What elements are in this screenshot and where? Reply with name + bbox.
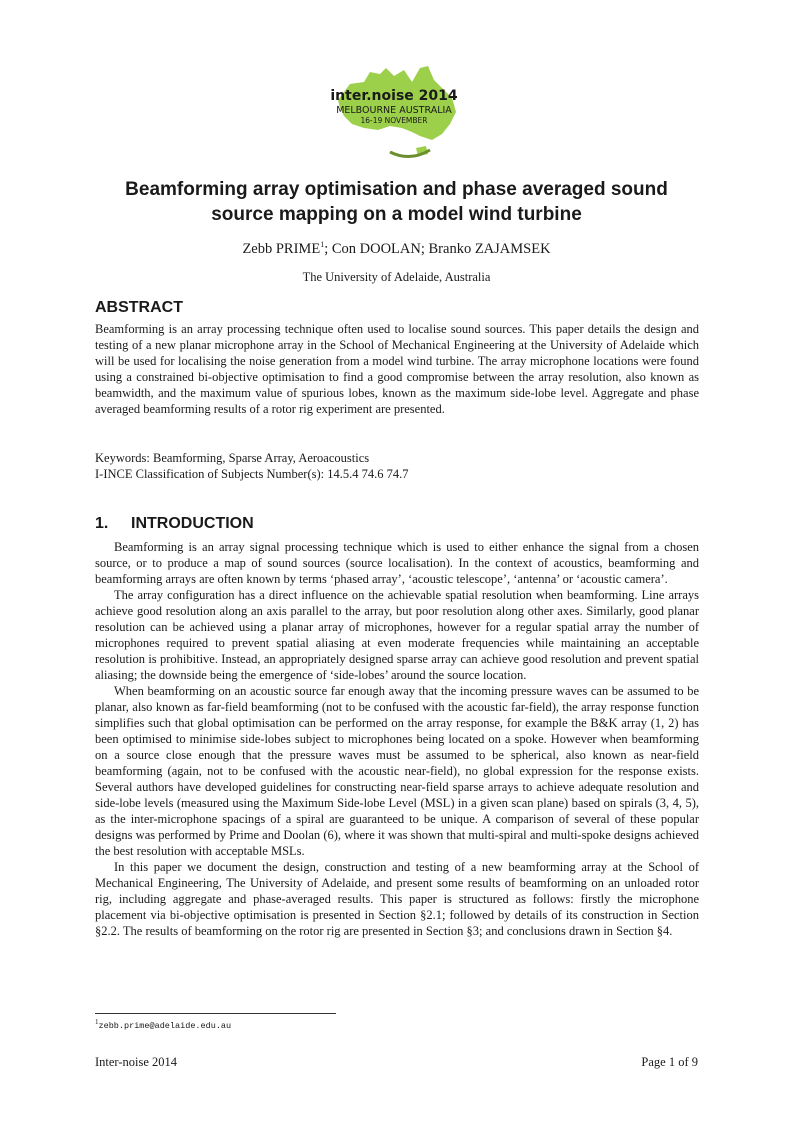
- intro-paragraph: The array configuration has a direct influence on the achievable spatial resolution when beamforming. Line arrays achieve good resolution along an axis parallel to the array, but poor resolution along other axes. Similarly, good planar resolution can be achieved using a planar array of microphones, however for a regular spatial array the number of microphones required to prevent spatial aliasing at even moderate frequencies while maintaining an acceptable resolution is prohibitive. Instead, an appropriately designed sparse array can achieve good resolution and prevent spatial aliasing; the downside being the emergence of ‘side-lobes’ around the source location.: [95, 588, 699, 682]
- section-title: INTRODUCTION: [131, 515, 254, 532]
- author-list: [95, 236, 698, 258]
- section-number: 1.: [95, 515, 109, 532]
- australia-map-logo-icon: [320, 62, 468, 162]
- conference-logo: [320, 62, 468, 162]
- logo-line1: inter.noise 2014: [330, 88, 458, 104]
- keywords: Keywords: Beamforming, Sparse Array, Aeroacoustics: [95, 451, 370, 465]
- title-line-1: Beamforming array optimisation and phase averaged sound: [125, 179, 668, 200]
- introduction-body: [95, 539, 699, 939]
- intro-paragraph: In this paper we document the design, construction and testing of a new beamforming array at the School of Mechanical Engineering, The University of Adelaide, and present some results of beamforming on an unloaded rotor rig, including aggregate and phase-averaged results. This paper is structured as follows: firstly the microphone placement via bi-objective optimisation is presented in Section §2.1; followed by details of its construction in Section §2.2. The results of beamforming on the rotor rig are presented in Section §3; and conclusions drawn in Section §4.: [95, 860, 699, 938]
- footer-conference: Inter-noise 2014: [95, 1055, 178, 1069]
- footnote: [95, 1016, 231, 1032]
- abstract-heading: ABSTRACT: [95, 299, 183, 316]
- paper-title: [95, 177, 698, 227]
- footnote-rule: [95, 1013, 336, 1014]
- logo-line3: 16-19 NOVEMBER: [360, 116, 428, 125]
- footnote-email[interactable]: zebb.prime@adelaide.edu.au: [98, 1020, 232, 1031]
- classification: I-INCE Classification of Subjects Number(s): 14.5.4 74.6 74.7: [95, 467, 409, 481]
- intro-paragraph: Beamforming is an array signal processing technique which is used to either enhance the signal from a chosen source, or to produce a map of sound sources (source localisation). In the context of acoustics, beamforming and beamforming arrays are often known by terms ‘phased array’, ‘acoustic telescope’, ‘antenna’ or ‘acoustic camera’.: [95, 540, 699, 586]
- abstract-text: Beamforming is an array processing technique often used to localise sound sources. This paper details the design and testing of a new planar microphone array in the School of Mechanical Engineering at the University of Adelaide which will be used for localising the noise generation from a model wind turbine. The array microphone locations were found using a constrained bi-objective optimisation to find a good compromise between the array resolution, also known as beamwidth, and the maximum value of spurious lobes, known as the maximum side-lobe level. Aggregate and phase averaged beamforming results of a rotor rig experiment are presented.: [95, 322, 699, 416]
- author-footnote-mark: 1: [320, 240, 325, 249]
- introduction-heading: [95, 514, 254, 534]
- author-rest: ; Con DOOLAN; Branko ZAJAMSEK: [324, 240, 551, 257]
- affiliation: The University of Adelaide, Australia: [302, 270, 491, 284]
- keywords-block: [95, 450, 699, 482]
- title-line-2: source mapping on a model wind turbine: [211, 204, 582, 225]
- abstract-body: [95, 321, 699, 417]
- footnote-mark: 1: [95, 1018, 99, 1026]
- footer-page-number: Page 1 of 9: [641, 1055, 698, 1069]
- logo-line2: MELBOURNE AUSTRALIA: [336, 105, 452, 116]
- intro-paragraph: When beamforming on an acoustic source far enough away that the incoming pressure waves can be assumed to be planar, also known as far-field beamforming (not to be confused with the acoustic far-field), the array response function simplifies such that global optimisation can be performed on the array response, for example the B&K array (1, 2) has been optimised to minimise side-lobes subject to microphones being located on a spoke. However when beamforming on a source close enough that the pressure waves must be assumed to be spherical, also known as near-field beamforming (again, not to be confused with the acoustic near-field), no global expression for the response exists. Several authors have developed guidelines for constructing near-field sparse arrays to achieve adequate resolution and side-lobe levels (measured using the Maximum Side-lobe Level (MSL) in a given scan plane) based on spirals (3, 4, 5), as the inter-microphone spacings of a spiral are guaranteed to be unique. A comparison of several of these popular designs was performed by Prime and Doolan (6), where it was shown that multi-spiral and multi-spoke designs achieved the best resolution with acceptable MSLs.: [95, 684, 699, 858]
- author-first: Zebb PRIME: [242, 240, 321, 257]
